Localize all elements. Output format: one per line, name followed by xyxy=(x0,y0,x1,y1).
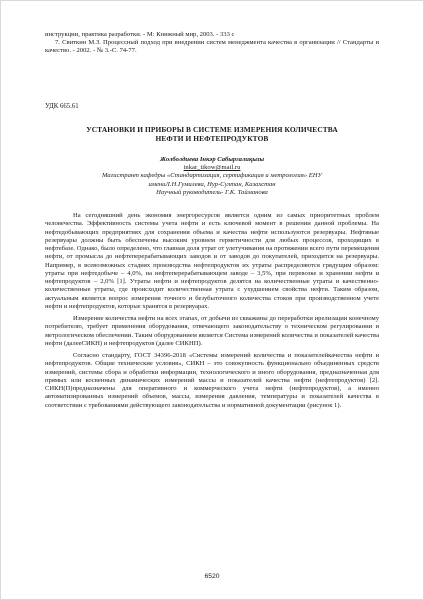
article-body xyxy=(45,212,379,410)
reference-7: 7. Свиткин М.З. Процессный подход при внедрении систем менеджмента качества в организации // Стандарты и качество. - 2002. - № 3.-С. 74-77. xyxy=(45,39,379,55)
title-line-2: НЕФТИ И НЕФТЕПРОДУКТОВ xyxy=(155,133,269,143)
author-name: Жолболдиева Інкәр Сабыргалиқызы xyxy=(159,155,265,163)
affiliation-line-1: Магистрант кафедры «Стандартизация, сертификация и метрология» ЕНУ xyxy=(102,172,322,180)
article-title xyxy=(45,125,379,143)
author-block xyxy=(45,156,379,197)
reference-list xyxy=(45,31,379,56)
reference-6-tail: инструкции, практика разработки. - М: Книжный мир, 2003. - 333 с xyxy=(45,31,235,38)
affiliation-line-2: имениЛ.Н.Гумилева, Нур-Султан, Казахстан xyxy=(148,180,276,188)
author-email[interactable]: inkar_tikow@mail.ru xyxy=(183,163,241,171)
title-line-1: УСТАНОВКИ И ПРИБОРЫ В СИСТЕМЕ ИЗМЕРЕНИЯ КОЛИЧЕСТВА xyxy=(86,124,338,134)
paragraph: На сегодняшний день экономия энергоресурсов является одним из самых приоритетных проблем человечества. Эффективность системы учета нефти и есть ключевой момент в решении данной проблемы. На нефтедобывающих предприятиях для сохранения объема и качества нефти используются резервуары. Нефтяные резервуары должны быть обеспечены высоким уровнем герметичности для любых процессов, проходящих в нефтебазе. Однако, было определено, что главная доля утрат от улетучивания на протяжении всего пути перемещения нефти, от промысла до нефтеперерабатывающих заводов и от заводов до покупателей, приходится на резервуары. Например, в всевозможных стадиях производства нефтепродуктов их утраты распределяются грядущим образом: утраты при нефтедобыче – 4,0%, на нефтеперерабатывающем заводе – 3,5%, при перевозке и хранении нефти и нефтепродуктов – 2,0% [1]. Утраты нефти и нефтепродуктов делятся на количественные утраты и качественно-количественные утраты, где происходит количественная утрата с ухудшением свойства нефти. Таким образом, актуальным является вопрос измерения точного и безубыточного количества стоков при производственном учете нефти и нефтепродуктов, которые хранятся в резервуарах. xyxy=(45,212,379,310)
paragraph: Согласно стандарту, ГОСТ 34396-2018 «Системы измерений количества и показателейкачества нефти и нефтепродуктов. Общие технические условия», СИКН – это совокупность функционально объединенных средств измерений, системы сбора и обработки информации, технологического и иного оборудования, предназначенная для прямых или косвенных динамических измерений массы и показателей качества нефти (нефтепродуктов) [2]. СИКН(П)предназначены для оперативного и коммерческого учета нефти (нефтепродуктов), а именно автоматизированных измерений объемов, массы, измерения давления, температуры и показателей качества в соответствии с требованиями действующего законодательства и нормативной документации (рисунок 1). xyxy=(45,352,379,409)
supervisor: Научный руководитель- Г.К. Тайманова xyxy=(156,188,268,196)
udc-code: УДК 665.61 xyxy=(45,102,79,110)
page-content xyxy=(45,31,379,414)
page-number: 6520 xyxy=(204,573,220,580)
paragraph: Измерение количества нефти на всех этапах, от добычи из скважины до переработки ирелизации конечному потребителю, требует применения оборудования, отвечающего законодательству о техническом регулировании и метрологическом обеспечении. Таким оборудованием является Система измерений количества и показателей качества нефти (далееСИКН) и нефтепродуктов (далее СИКНП). xyxy=(45,315,379,347)
author-email-line xyxy=(45,164,379,172)
